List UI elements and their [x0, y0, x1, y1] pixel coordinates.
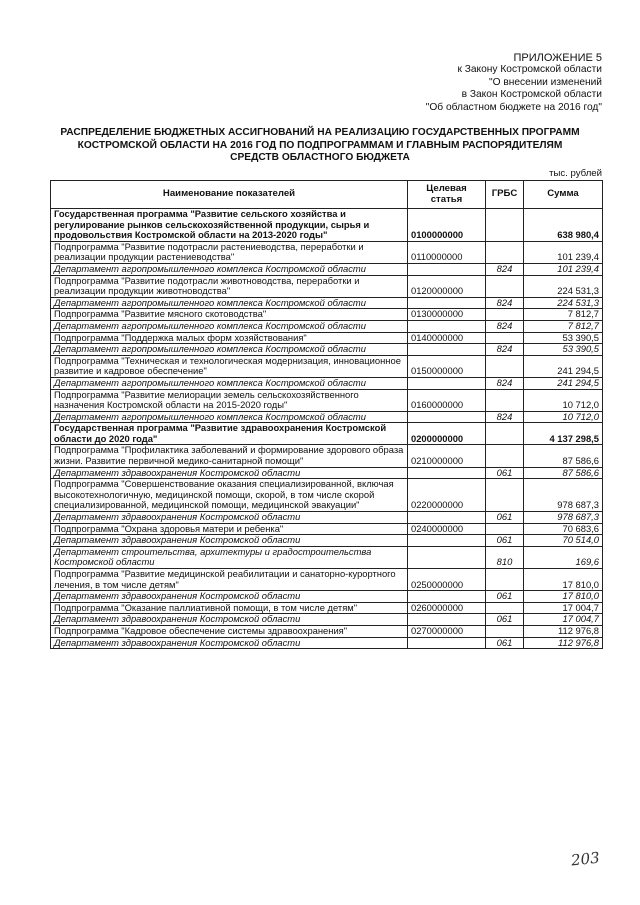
table-row [51, 263, 603, 275]
cell-grbs: 824 [486, 411, 524, 423]
cell-code [408, 263, 486, 275]
cell-sum: 241 294,5 [524, 355, 603, 377]
table-row [51, 602, 603, 614]
cell-name: Департамент агропромышленного комплекса Костромской области [51, 263, 408, 275]
cell-name: Департамент здравоохранения Костромской области [51, 467, 408, 479]
cell-sum: 17 004,7 [524, 614, 603, 626]
table-row [51, 241, 603, 263]
cell-grbs [486, 309, 524, 321]
cell-sum: 53 390,5 [524, 344, 603, 356]
table-row [51, 512, 603, 524]
header-sum: Сумма [524, 181, 603, 209]
cell-sum: 224 531,3 [524, 297, 603, 309]
cell-sum: 7 812,7 [524, 309, 603, 321]
cell-code [408, 411, 486, 423]
table-row [51, 297, 603, 309]
table-row [51, 523, 603, 535]
cell-sum: 978 687,3 [524, 479, 603, 512]
cell-code: 0160000000 [408, 389, 486, 411]
cell-code [408, 535, 486, 547]
cell-grbs: 061 [486, 591, 524, 603]
cell-code: 0120000000 [408, 275, 486, 297]
cell-name: Департамент агропромышленного комплекса Костромской области [51, 320, 408, 332]
cell-grbs: 061 [486, 535, 524, 547]
cell-name: Подпрограмма "Развитие подотрасли животноводства, переработки и реализации продукции животноводства" [51, 275, 408, 297]
cell-grbs: 061 [486, 467, 524, 479]
cell-name: Подпрограмма "Профилактика заболеваний и формирование здорового образа жизни. Развитие первичной медико-санитарной помощи" [51, 445, 408, 467]
cell-sum: 87 586,6 [524, 467, 603, 479]
cell-code [408, 344, 486, 356]
cell-grbs: 061 [486, 512, 524, 524]
table-row [51, 355, 603, 377]
cell-code [408, 320, 486, 332]
cell-grbs: 824 [486, 377, 524, 389]
cell-sum: 101 239,4 [524, 263, 603, 275]
appendix-header [342, 52, 602, 114]
cell-name: Департамент здравоохранения Костромской области [51, 637, 408, 649]
cell-code [408, 512, 486, 524]
cell-name: Департамент здравоохранения Костромской области [51, 614, 408, 626]
appendix-law-ref: к Закону Костромской области [457, 64, 602, 76]
table-row [51, 332, 603, 344]
cell-name: Подпрограмма "Оказание паллиативной помощи, в том числе детям" [51, 602, 408, 614]
cell-grbs [486, 209, 524, 242]
table-row [51, 546, 603, 568]
cell-sum: 87 586,6 [524, 445, 603, 467]
cell-code [408, 637, 486, 649]
cell-grbs [486, 602, 524, 614]
appendix-number: ПРИЛОЖЕНИЕ 5 [513, 52, 602, 64]
cell-grbs: 824 [486, 320, 524, 332]
table-row [51, 535, 603, 547]
cell-grbs: 061 [486, 614, 524, 626]
cell-name: Подпрограмма "Развитие подотрасли растениеводства, переработки и реализации продукции растениеводства" [51, 241, 408, 263]
cell-name: Подпрограмма "Совершенствование оказания специализированной, включая высокотехнологичную, медицинской помощи, скорой, в том числе скорой специализированной, медицинской помощи, медицинской эвакуации" [51, 479, 408, 512]
cell-sum: 112 976,8 [524, 625, 603, 637]
cell-name: Департамент здравоохранения Костромской области [51, 512, 408, 524]
header-name: Наименование показателей [51, 181, 408, 209]
cell-code: 0270000000 [408, 625, 486, 637]
table-row [51, 614, 603, 626]
cell-sum: 169,6 [524, 546, 603, 568]
table-row [51, 479, 603, 512]
table-row [51, 445, 603, 467]
cell-grbs [486, 445, 524, 467]
cell-code: 0150000000 [408, 355, 486, 377]
cell-grbs [486, 479, 524, 512]
cell-code: 0210000000 [408, 445, 486, 467]
cell-name: Подпрограмма "Охрана здоровья матери и ребенка" [51, 523, 408, 535]
table-row [51, 569, 603, 591]
appendix-budget-ref: "Об областном бюджете на 2016 год" [425, 101, 602, 113]
cell-grbs [486, 625, 524, 637]
cell-name: Подпрограмма "Кадровое обеспечение системы здравоохранения" [51, 625, 408, 637]
cell-grbs [486, 241, 524, 263]
cell-code [408, 467, 486, 479]
cell-name: Департамент агропромышленного комплекса Костромской области [51, 377, 408, 389]
cell-sum: 17 810,0 [524, 591, 603, 603]
table-row [51, 591, 603, 603]
budget-table [50, 180, 603, 649]
cell-name: Департамент строительства, архитектуры и градостроительства Костромской области [51, 546, 408, 568]
table-row [51, 389, 603, 411]
cell-name: Департамент агропромышленного комплекса Костромской области [51, 411, 408, 423]
cell-code: 0100000000 [408, 209, 486, 242]
appendix-amendment-ref: "О внесении изменений [488, 76, 602, 88]
cell-name: Подпрограмма "Развитие мелиорации земель сельскохозяйственного назначения Костромской области на 2015-2020 годы" [51, 389, 408, 411]
appendix-law-ref-2: в Закон Костромской области [461, 89, 602, 101]
table-row [51, 344, 603, 356]
cell-code: 0260000000 [408, 602, 486, 614]
cell-sum: 978 687,3 [524, 512, 603, 524]
table-row [51, 411, 603, 423]
table-row [51, 467, 603, 479]
cell-sum: 70 683,6 [524, 523, 603, 535]
cell-code: 0110000000 [408, 241, 486, 263]
cell-name: Подпрограмма "Развитие медицинской реабилитации и санаторно-курортного лечения, в том числе детям" [51, 569, 408, 591]
cell-grbs [486, 389, 524, 411]
table-header-row [51, 181, 603, 209]
cell-name: Департамент агропромышленного комплекса Костромской области [51, 297, 408, 309]
table-row [51, 377, 603, 389]
header-grbs: ГРБС [486, 181, 524, 209]
cell-code [408, 546, 486, 568]
cell-code: 0130000000 [408, 309, 486, 321]
cell-sum: 101 239,4 [524, 241, 603, 263]
cell-sum: 638 980,4 [524, 209, 603, 242]
cell-name: Государственная программа "Развитие здравоохранения Костромской области до 2020 года" [51, 423, 408, 445]
cell-sum: 17 004,7 [524, 602, 603, 614]
cell-name: Департамент здравоохранения Костромской области [51, 591, 408, 603]
cell-sum: 224 531,3 [524, 275, 603, 297]
cell-sum: 17 810,0 [524, 569, 603, 591]
cell-code: 0140000000 [408, 332, 486, 344]
cell-code: 0250000000 [408, 569, 486, 591]
cell-sum: 70 514,0 [524, 535, 603, 547]
cell-grbs: 824 [486, 344, 524, 356]
cell-grbs [486, 569, 524, 591]
cell-grbs: 824 [486, 263, 524, 275]
header-code: Целевая статья [408, 181, 486, 209]
table-row [51, 625, 603, 637]
cell-sum: 7 812,7 [524, 320, 603, 332]
cell-sum: 10 712,0 [524, 411, 603, 423]
table-body [51, 209, 603, 649]
cell-name: Подпрограмма "Развитие мясного скотоводства" [51, 309, 408, 321]
cell-code [408, 591, 486, 603]
cell-name: Департамент агропромышленного комплекса Костромской области [51, 344, 408, 356]
cell-grbs: 061 [486, 637, 524, 649]
cell-code: 0200000000 [408, 423, 486, 445]
cell-grbs [486, 523, 524, 535]
cell-name: Подпрограмма "Техническая и технологическая модернизация, инновационное развитие и кадровое обеспечение" [51, 355, 408, 377]
cell-code [408, 297, 486, 309]
cell-sum: 112 976,8 [524, 637, 603, 649]
cell-name: Государственная программа "Развитие сельского хозяйства и регулирование рынков сельскохозяйственной продукции, сырья и продовольствия Костромской области на 2013-2020 годы" [51, 209, 408, 242]
cell-sum: 10 712,0 [524, 389, 603, 411]
cell-grbs [486, 332, 524, 344]
cell-grbs [486, 423, 524, 445]
cell-sum: 4 137 298,5 [524, 423, 603, 445]
cell-grbs [486, 275, 524, 297]
table-row [51, 275, 603, 297]
cell-code [408, 614, 486, 626]
table-row [51, 309, 603, 321]
cell-name: Подпрограмма "Поддержка малых форм хозяйствования" [51, 332, 408, 344]
cell-sum: 53 390,5 [524, 332, 603, 344]
cell-grbs: 824 [486, 297, 524, 309]
cell-code [408, 377, 486, 389]
table-row [51, 320, 603, 332]
handwritten-page-number: 203 [570, 848, 601, 870]
cell-code: 0220000000 [408, 479, 486, 512]
table-row [51, 637, 603, 649]
cell-grbs [486, 355, 524, 377]
cell-sum: 241 294,5 [524, 377, 603, 389]
document-title: РАСПРЕДЕЛЕНИЕ БЮДЖЕТНЫХ АССИГНОВАНИЙ НА РЕАЛИЗАЦИЮ ГОСУДАРСТВЕННЫХ ПРОГРАММ КОСТРОМСКОЙ ОБЛАСТИ НА 2016 ГОД ПО ПОДПРОГРАММАМ И ГЛАВНЫМ РАСПОРЯДИТЕЛЯМ СРЕДСТВ ОБЛАСТНОГО БЮДЖЕТА [60, 127, 580, 163]
table-row [51, 423, 603, 445]
table-row [51, 209, 603, 242]
cell-name: Департамент здравоохранения Костромской области [51, 535, 408, 547]
units-label: тыс. рублей [549, 168, 602, 179]
cell-grbs: 810 [486, 546, 524, 568]
cell-code: 0240000000 [408, 523, 486, 535]
